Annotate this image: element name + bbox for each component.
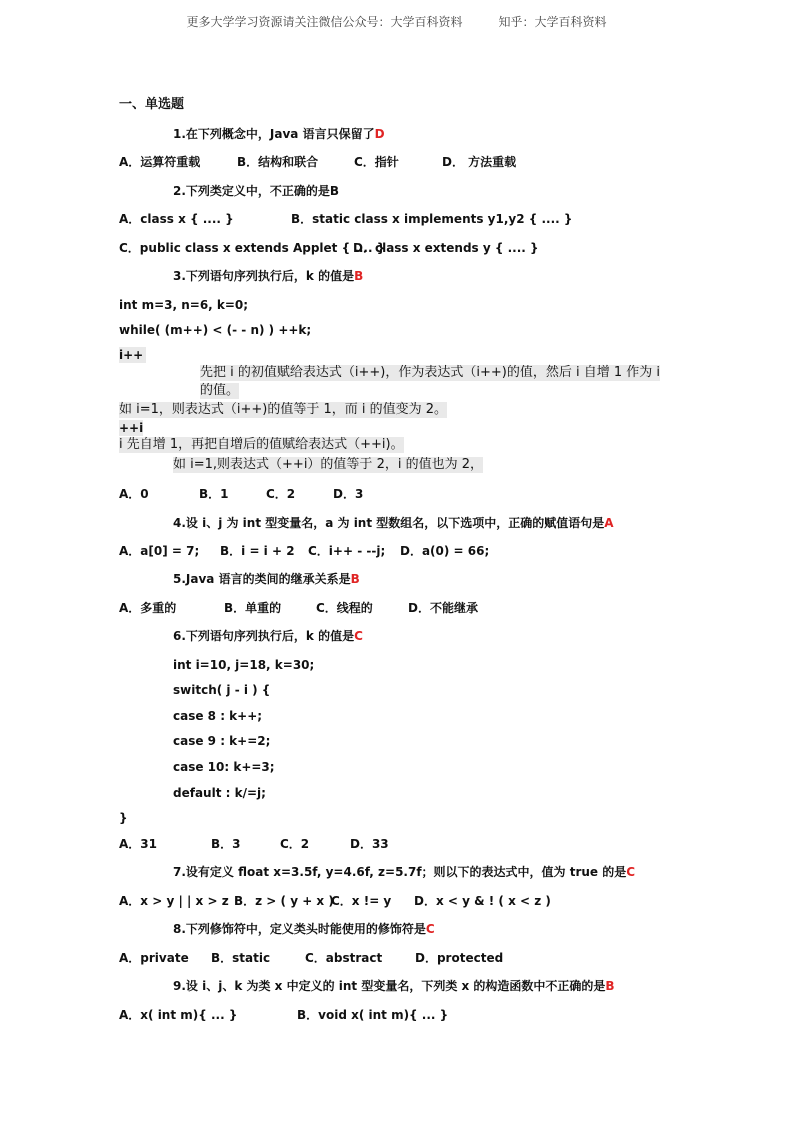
code-6-line-7: } — [119, 811, 128, 825]
note-3-line-3: 的值。 — [200, 383, 240, 398]
options-4: A．a[0] = 7; B．i = i + 2 C．i++ - --j; D．a(0) = 66; — [119, 544, 490, 558]
page-header — [0, 13, 793, 30]
options-7: A．x > y | | x > z B．z > ( y + x )C．x != y D．x < y & ! ( x < z ) — [119, 894, 551, 908]
question-8: 8.下列修饰符中，定义类头时能使用的修饰符是C — [173, 922, 435, 936]
code-3-line-2: while( (m++) < (- - n) ) ++k; — [119, 323, 312, 337]
note-3-line-2: 先把 i 的初值赋给表达式（i++)，作为表达式（i++)的值，然后 i 自增 1 作为 i — [200, 365, 660, 380]
header-wechat-text: 更多大学学习资源请关注微信公众号：大学百科资料 — [186, 15, 463, 29]
code-6-line-1: int i=10, j=18, k=30; — [173, 658, 315, 672]
question-1: 1.在下列概念中，Java 语言只保留了D — [173, 127, 385, 141]
options-1: A．运算符重载 B．结构和联合 C．指针 D． 方法重载 — [119, 155, 517, 169]
answer-2: B — [329, 184, 340, 198]
answer-7: C — [626, 865, 636, 879]
code-6-line-6: default : k/=j; — [173, 786, 266, 800]
options-9: A．x( int m){ ... } B．void x( int m){ ... } — [119, 1008, 449, 1022]
note-3-line-6: i 先自增 1，再把自增后的值赋给表达式（++i)。 — [119, 437, 404, 452]
question-5: 5.Java 语言的类间的继承关系是B — [173, 572, 360, 586]
options-3: A．0 B．1 C．2 D．3 — [119, 487, 364, 501]
answer-8: C — [425, 922, 435, 936]
answer-5: B — [350, 572, 360, 586]
note-3-line-7: 如 i=1,则表达式（++i）的值等于 2，i 的值也为 2， — [173, 457, 483, 472]
code-6-line-5: case 10: k+=3; — [173, 760, 275, 774]
options-6: A．31 B．3 C．2 D．33 — [119, 837, 389, 851]
note-3-line-1: i++ — [119, 347, 146, 363]
answer-1: D — [374, 127, 385, 141]
header-zhihu-text: 知乎：大学百科资料 — [498, 15, 607, 29]
section-title: 一、单选题 — [119, 97, 185, 112]
question-9: 9.设 i、j、k 为类 x 中定义的 int 型变量名，下列类 x 的构造函数中不正确的是B — [173, 979, 615, 993]
options-8: A．private B．static C．abstract D．protected — [119, 951, 504, 965]
code-6-line-3: case 8 : k++; — [173, 709, 263, 723]
answer-3: B — [354, 269, 364, 283]
options-2b: C．public class x extends Applet { .... }D．class x extends y { .... } — [119, 241, 539, 255]
answer-4: A — [604, 516, 614, 530]
code-6-line-4: case 9 : k+=2; — [173, 734, 271, 748]
question-7: 7.设有定义 float x=3.5f, y=4.6f, z=5.7f；则以下的表达式中，值为 true 的是C — [173, 865, 636, 879]
answer-6: C — [354, 629, 363, 643]
note-3-line-4: 如 i=1，则表达式（i++)的值等于 1，而 i 的值变为 2。 — [119, 402, 448, 417]
code-6-line-2: switch( j - i ) { — [173, 683, 271, 697]
code-3-line-1: int m=3, n=6, k=0; — [119, 298, 249, 312]
question-6: 6.下列语句序列执行后，k 的值是C — [173, 629, 363, 643]
options-2a: A．class x { .... } B．static class x implements y1,y2 { .... } — [119, 212, 573, 226]
question-3: 3.下列语句序列执行后，k 的值是B — [173, 269, 364, 283]
note-3-line-5: ++i — [119, 421, 144, 435]
options-5: A．多重的 B．单重的 C．线程的 D．不能继承 — [119, 601, 478, 615]
question-2: 2.下列类定义中，不正确的是B — [173, 184, 340, 198]
question-4: 4.设 i、j 为 int 型变量名，a 为 int 型数组名，以下选项中，正确的赋值语句是A — [173, 516, 614, 530]
answer-9: B — [605, 979, 615, 993]
